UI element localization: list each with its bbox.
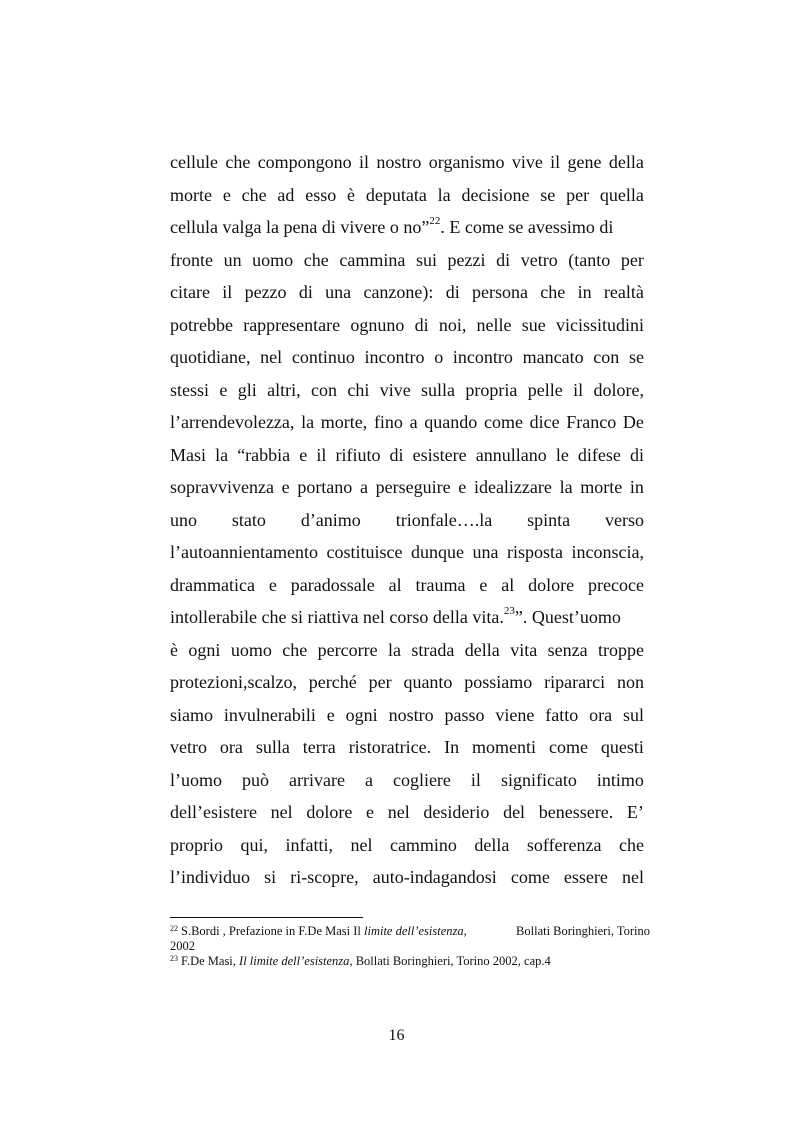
word: gene (567, 152, 602, 172)
word: stato (231, 509, 266, 530)
word: cogliere (392, 769, 451, 790)
word: percorre (317, 639, 378, 660)
word: essere (563, 867, 608, 887)
word: dolore (306, 802, 353, 822)
text-span: . E come se avessimo di (440, 217, 614, 237)
word: al (501, 574, 515, 595)
word: l’individuo (170, 867, 250, 887)
word: è (347, 184, 356, 205)
text-line (170, 471, 644, 504)
word: chi (347, 379, 370, 400)
word: non (616, 672, 644, 692)
word: che (241, 184, 267, 205)
word: infatti, (285, 834, 333, 855)
word: deputata (365, 184, 427, 205)
text-line (170, 536, 644, 569)
page-number: 16 (388, 1027, 405, 1044)
word: precoce (588, 574, 644, 595)
word: cammina (339, 249, 406, 270)
word: della (608, 152, 644, 172)
word: sulla (421, 379, 456, 400)
text-line (170, 211, 644, 244)
word: senza (547, 639, 588, 660)
footnote-title: limite dell’esistenza, (364, 924, 467, 938)
word: con (310, 379, 337, 400)
word: trionfale….la (395, 509, 493, 530)
word: nel (622, 867, 644, 887)
word: che (619, 834, 644, 855)
text-line (170, 276, 644, 309)
word: sui (415, 249, 437, 270)
word: mancato (522, 347, 584, 367)
word: nelle (476, 314, 512, 335)
word: annullano (475, 444, 547, 465)
word: fino (373, 412, 403, 432)
word: il (573, 379, 584, 400)
word: continuo (291, 347, 355, 367)
word: la (388, 639, 401, 660)
word: fatto (545, 704, 579, 725)
word: terra (302, 737, 336, 757)
word: rifiuto (335, 444, 381, 465)
word: le (555, 444, 569, 465)
word: nostro (388, 704, 434, 725)
word: dunque (410, 542, 464, 562)
word: passo (444, 704, 485, 725)
word: ogni (188, 639, 221, 660)
word: e (299, 444, 308, 465)
footnote-number: 23 (170, 954, 178, 963)
word: e (219, 379, 228, 400)
word: E’ (626, 802, 644, 822)
text-line (170, 796, 644, 829)
word: compongono (257, 152, 352, 172)
word: nel (260, 347, 283, 367)
word: Masi (170, 444, 206, 465)
word: di (298, 282, 313, 302)
footnote-23 (170, 954, 650, 969)
word: quotidiane, (170, 347, 251, 367)
footnote-title: Il limite dell’esistenza (239, 954, 350, 968)
word: vive (379, 379, 411, 400)
word: idealizzare (473, 477, 552, 497)
word: esistere (412, 444, 467, 465)
word: l’autoannientamento (170, 542, 318, 562)
word: l’uomo (170, 769, 222, 790)
word: ora (589, 704, 613, 725)
word: una (472, 542, 499, 562)
word: incontro (364, 347, 425, 367)
word: strada (411, 639, 455, 660)
text-line (170, 374, 644, 407)
word: nostro (376, 152, 422, 172)
text-line (170, 699, 644, 732)
word: un (223, 249, 242, 270)
word: verso (605, 509, 644, 530)
word: e (366, 802, 375, 822)
footnote-22-continued (170, 939, 650, 954)
word: di (414, 314, 429, 335)
body-text (170, 146, 644, 894)
word: De (622, 412, 644, 432)
word: noi, (438, 314, 467, 335)
word: risposta (507, 542, 563, 562)
word: e (326, 704, 335, 725)
word: come (510, 867, 550, 887)
word: la (301, 412, 315, 432)
word: della (474, 834, 510, 855)
word: canzone): (363, 282, 434, 302)
footnote-text: S.Bordi , Prefazione in F.De Masi Il (181, 924, 365, 938)
word: in (629, 477, 644, 497)
word: una (325, 282, 352, 302)
word: quella (599, 184, 644, 205)
word: del (503, 802, 526, 822)
word: come (483, 412, 523, 432)
word: che (282, 639, 308, 660)
word: cellule (170, 152, 218, 172)
footnote-number: 22 (170, 924, 178, 933)
word: o (434, 347, 444, 367)
word: vetro (520, 249, 558, 270)
word: spinta (527, 509, 571, 530)
word: nel (350, 834, 373, 855)
word: per (368, 672, 392, 692)
word: Franco (566, 412, 617, 432)
word: sue (521, 314, 546, 335)
word: proprio (170, 834, 223, 855)
word: propria (465, 379, 518, 400)
word: momenti (472, 737, 537, 757)
word: realtà (603, 282, 644, 302)
word: drammatica (170, 574, 255, 595)
word: ogni (345, 704, 378, 725)
word: e (222, 184, 231, 205)
word: perseguire (375, 477, 451, 497)
word: troppe (597, 639, 644, 660)
text-line (170, 861, 644, 894)
word: citare (170, 282, 210, 302)
word: pezzo (244, 282, 287, 302)
word: dice (529, 412, 560, 432)
word: incontro (452, 347, 513, 367)
footnote-separator (170, 917, 363, 918)
word: potrebbe (170, 314, 233, 335)
word: dell’esistere (170, 802, 257, 822)
word: il (359, 152, 370, 172)
word: ora (219, 737, 243, 757)
word: “rabbia (237, 444, 291, 465)
text-line (170, 829, 644, 862)
word: uno (170, 509, 197, 530)
word: per (566, 184, 590, 205)
footnote-text: , Bollati Boringhieri, Torino 2002, cap.4 (349, 954, 551, 968)
word: cammino (389, 834, 457, 855)
word: morte (170, 184, 212, 205)
word: significato (500, 769, 577, 790)
word: altri, (267, 379, 301, 400)
word: ad (277, 184, 295, 205)
word: della (464, 639, 500, 660)
word: pelle (527, 379, 563, 400)
word: il (222, 282, 233, 302)
word: uomo (252, 249, 294, 270)
word: viene (495, 704, 535, 725)
word: e (281, 477, 290, 497)
word: quanto (403, 672, 453, 692)
word: sofferenza (526, 834, 602, 855)
word: a (359, 477, 368, 497)
word: siamo (170, 704, 213, 725)
word: quando (424, 412, 478, 432)
word: il (470, 769, 481, 790)
word: uomo (230, 639, 272, 660)
word: auto-indagandosi (372, 867, 497, 887)
word: è (170, 639, 178, 660)
word: la (437, 184, 451, 205)
word: costituisce (326, 542, 403, 562)
word: di (629, 444, 644, 465)
word: a (409, 412, 418, 432)
word: desiderio (423, 802, 490, 822)
word: organismo (428, 152, 505, 172)
word: fronte (170, 249, 213, 270)
word: sulla (255, 737, 290, 757)
word: protezioni,scalzo, (170, 672, 297, 692)
word: in (577, 282, 592, 302)
word: che (225, 152, 251, 172)
word: con (593, 347, 620, 367)
word: ri-scopre, (290, 867, 359, 887)
text-line (170, 666, 644, 699)
word: sopravvivenza (170, 477, 274, 497)
word: morte, (320, 412, 368, 432)
word: che (303, 249, 329, 270)
text-line (170, 601, 644, 634)
text-line (170, 179, 644, 212)
word: arrivare (289, 769, 345, 790)
word: di (389, 444, 404, 465)
word: sul (622, 704, 644, 725)
word: perché (308, 672, 357, 692)
text-line (170, 309, 644, 342)
word: gli (237, 379, 257, 400)
word: difese (577, 444, 621, 465)
word: se (628, 347, 644, 367)
word: morte (580, 477, 623, 497)
word: vetro (170, 737, 207, 757)
word: vive (511, 152, 543, 172)
word: stessi (170, 379, 210, 400)
footnote-text: Bollati Boringhieri, Torino (516, 924, 650, 938)
word: inconscia, (571, 542, 644, 562)
word: vicissitudini (555, 314, 644, 335)
word: ripararci (544, 672, 606, 692)
word: questi (600, 737, 644, 757)
word: dolore, (593, 379, 644, 400)
word: l’arrendevolezza, (170, 412, 295, 432)
word: qui, (240, 834, 268, 855)
text-line (170, 731, 644, 764)
word: al (388, 574, 402, 595)
word: a (364, 769, 373, 790)
word: rappresentare (243, 314, 341, 335)
word: vita (510, 639, 538, 660)
word: trauma (415, 574, 466, 595)
word: possiamo (464, 672, 533, 692)
text-line (170, 146, 644, 179)
word: si (264, 867, 277, 887)
word: persona (472, 282, 528, 302)
text-line (170, 341, 644, 374)
word: che (540, 282, 566, 302)
word: il (550, 152, 561, 172)
word: paradossale (290, 574, 375, 595)
text-line (170, 569, 644, 602)
word: portano (297, 477, 353, 497)
word: e (268, 574, 277, 595)
word: intimo (596, 769, 644, 790)
word: se (540, 184, 556, 205)
word: può (242, 769, 269, 790)
word: decisione (461, 184, 530, 205)
text-span: ”. Quest’uomo (514, 607, 621, 627)
word: invulnerabili (223, 704, 316, 725)
word: e (458, 477, 467, 497)
word: nel (387, 802, 410, 822)
word: dolore (528, 574, 575, 595)
word: per (620, 249, 644, 270)
word: la (559, 477, 573, 497)
footnote-22 (170, 924, 650, 939)
word: di (496, 249, 511, 270)
text-line (170, 406, 644, 439)
text-line (170, 764, 644, 797)
footnotes (170, 924, 650, 969)
word: e (479, 574, 488, 595)
footnote-text: 2002 (170, 939, 195, 953)
text-line (170, 634, 644, 667)
word: (tanto (568, 249, 611, 270)
word: In (444, 737, 460, 757)
text-span: intollerabile che si riattiva nel corso della vita. (170, 607, 504, 627)
word: ristoratrice. (348, 737, 432, 757)
word: ognuno (350, 314, 405, 335)
footnote-ref-23: 23 (503, 605, 515, 617)
word: pezzi (447, 249, 486, 270)
text-span: cellula valga la pena di vivere o no” (170, 217, 430, 237)
word: il (316, 444, 327, 465)
footnote-text: F.De Masi, (181, 954, 240, 968)
word: d’animo (300, 509, 361, 530)
text-line (170, 439, 644, 472)
text-line (170, 244, 644, 277)
text-line (170, 504, 644, 537)
word: nel (270, 802, 293, 822)
word: benessere. (538, 802, 614, 822)
word: di (445, 282, 460, 302)
word: come (548, 737, 588, 757)
word: esso (305, 184, 337, 205)
footnote-ref-22: 22 (429, 215, 441, 227)
word: la (215, 444, 229, 465)
